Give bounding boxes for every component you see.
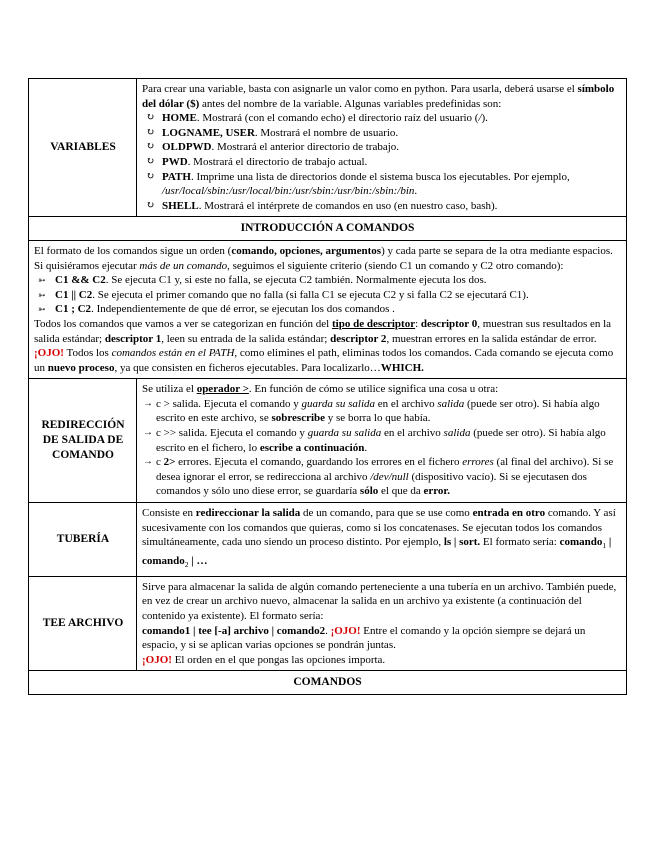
clock-bullet-icon: ↻ xyxy=(146,170,155,182)
intro-header-row xyxy=(29,217,627,241)
list-item: ↻ LOGNAME, USER. Mostrará el nombre de usuario. xyxy=(146,126,399,139)
variables-row xyxy=(29,79,627,217)
right-arrow-icon: → xyxy=(143,427,153,439)
tuberia-paragraph: Consiste en redireccionar la salida de un comando, para que se use como entrada en otro comando. Y así sucesivamente con los comandos que quieras, como si los concatenases. Se ejecutan todos los comandos simultáneamente, cada uno siendo un proceso distinto. Por ejemplo, ls | sort. El formato sería: comando$_1$ | comando$_2$ | … xyxy=(142,507,616,570)
list-item: ➳ C1 && C2. Se ejecuta C1 y, si este no falla, se ejecuta C2 también. Normalmente ejecuta los dos. xyxy=(38,274,487,287)
path-note-paragraph: ¡OJO! Todos los comandos están en el PATH, como elimines el path, eliminas todos los comandos. Cada comando se ejecuta como un nuevo proceso, ya que consisten en ficheros ejecutables. Para localizarlo…WHICH. xyxy=(34,347,614,374)
tee-label: TEE ARCHIVO xyxy=(29,576,137,671)
list-item: ↻ HOME. Mostrará (con el comando echo) el directorio raíz del usuario (/). xyxy=(146,112,488,125)
section-heading: COMANDOS xyxy=(29,671,627,695)
list-item: ↻ PWD. Mostrará el directorio de trabajo actual. xyxy=(146,155,368,168)
arrow-bullet-icon: ➳ xyxy=(38,289,46,300)
intro-row xyxy=(29,240,627,378)
list-item: ↻ SHELL. Mostrará el intérprete de comandos en uso (en nuestro caso, bash). xyxy=(146,199,498,212)
tuberia-label: TUBERÍA xyxy=(29,503,137,577)
tuberia-content xyxy=(137,503,627,577)
right-arrow-icon: → xyxy=(143,397,153,409)
variables-intro: Para crear una variable, basta con asignarle un valor como en python. Para usarla, deberá usarse el símbolo del dólar ($) antes del nombre de la variable. Algunas variables predefinidas son: xyxy=(142,83,615,110)
tuberia-row xyxy=(29,503,627,577)
descriptor-paragraph: Todos los comandos que vamos a ver se categorizan en función del tipo de descriptor: descriptor 0, muestran sus resultados en la salida estándar; descriptor 1, leen su entrada de la salida estándar; descriptor 2, muestran errores en la salida estándar de error. xyxy=(34,317,612,345)
variables-list xyxy=(142,111,622,213)
tee-note: ¡OJO! El orden en el que pongas las opciones importa. xyxy=(142,653,386,666)
redireccion-list xyxy=(142,397,622,499)
clock-bullet-icon: ↻ xyxy=(146,126,155,138)
variables-content xyxy=(137,79,627,217)
notes-table xyxy=(28,78,627,695)
tee-format: comando1 | tee [-a] archivo | comando2. ¡OJO! Entre el comando y la opción siempre se dejará un espacio, y si se aplican varias opciones se pondrán juntas. xyxy=(142,624,586,652)
list-item: → c 2> errores. Ejecuta el comando, guardando los errores en el fichero errores (al final del archivo). Si se desea ignorar el error, se redirecciona al archivo /dev/null (dispositivo vacío). Si se ejecutasen dos comandos y sólo uno diese error, se guardaría sólo el que da error. xyxy=(143,456,614,498)
clock-bullet-icon: ↻ xyxy=(146,112,155,124)
clock-bullet-icon: ↻ xyxy=(146,155,155,167)
list-item: ➳ C1 ; C2. Independientemente de que dé error, se ejecutan los dos comandos . xyxy=(38,303,395,316)
intro-content xyxy=(29,240,627,378)
intro-paragraph: El formato de los comandos sigue un orden (comando, opciones, argumentos) y cada parte se separa de la otra mediante espacios. Si quisiéramos ejecutar más de un comando, seguimos el siguiente criterio (siendo C1 un comando y C2 otro comando): xyxy=(34,244,613,272)
arrow-bullet-icon: ➳ xyxy=(38,304,46,315)
arrow-bullet-icon: ➳ xyxy=(38,275,46,286)
section-heading: INTRODUCCIÓN A COMANDOS xyxy=(29,217,627,241)
tee-content xyxy=(137,576,627,671)
list-item: ↻ OLDPWD. Mostrará el anterior directorio de trabajo. xyxy=(146,141,400,154)
list-item: → c >> salida. Ejecuta el comando y guarda su salida en el archivo salida (puede ser otro). Si había algo escrito en el fichero, lo escribe a continuación. xyxy=(143,427,606,454)
redireccion-content xyxy=(137,379,627,503)
redireccion-row xyxy=(29,379,627,503)
list-item: ➳ C1 || C2. Se ejecuta el primer comando que no falla (si falla C1 se ejecuta C2 y si falla C2 se ejecutará C1). xyxy=(38,288,529,301)
variables-label: VARIABLES xyxy=(29,79,137,217)
tee-row xyxy=(29,576,627,671)
clock-bullet-icon: ↻ xyxy=(146,199,155,211)
comandos-header-row xyxy=(29,671,627,695)
right-arrow-icon: → xyxy=(143,456,153,468)
list-item: ↻ PATH. Imprime una lista de directorios donde el sistema busca los ejecutables. Por ejemplo, /usr/local/sbin:/usr/local/bin:/usr/sbin:/usr/bin:/sbin:/bin. xyxy=(146,170,570,198)
operators-list xyxy=(34,273,622,317)
clock-bullet-icon: ↻ xyxy=(146,141,155,153)
redireccion-label: REDIRECCIÓN DE SALIDA DE COMANDO xyxy=(29,379,137,503)
redireccion-intro: Se utiliza el operador >. En función de cómo se utilice significa una cosa u otra: xyxy=(142,383,499,396)
list-item: → c > salida. Ejecuta el comando y guarda su salida en el archivo salida (puede ser otro). Si había algo escrito en este archivo, se sobrescribe y se borra lo que había. xyxy=(143,397,600,425)
tee-paragraph: Sirve para almacenar la salida de algún comando perteneciente a una tubería en un archivo. También puede, en vez de crear un archivo nuevo, almacenar la salida en un archivo ya existente (a continuación del contenido ya existente). El formato sería: xyxy=(142,580,617,622)
